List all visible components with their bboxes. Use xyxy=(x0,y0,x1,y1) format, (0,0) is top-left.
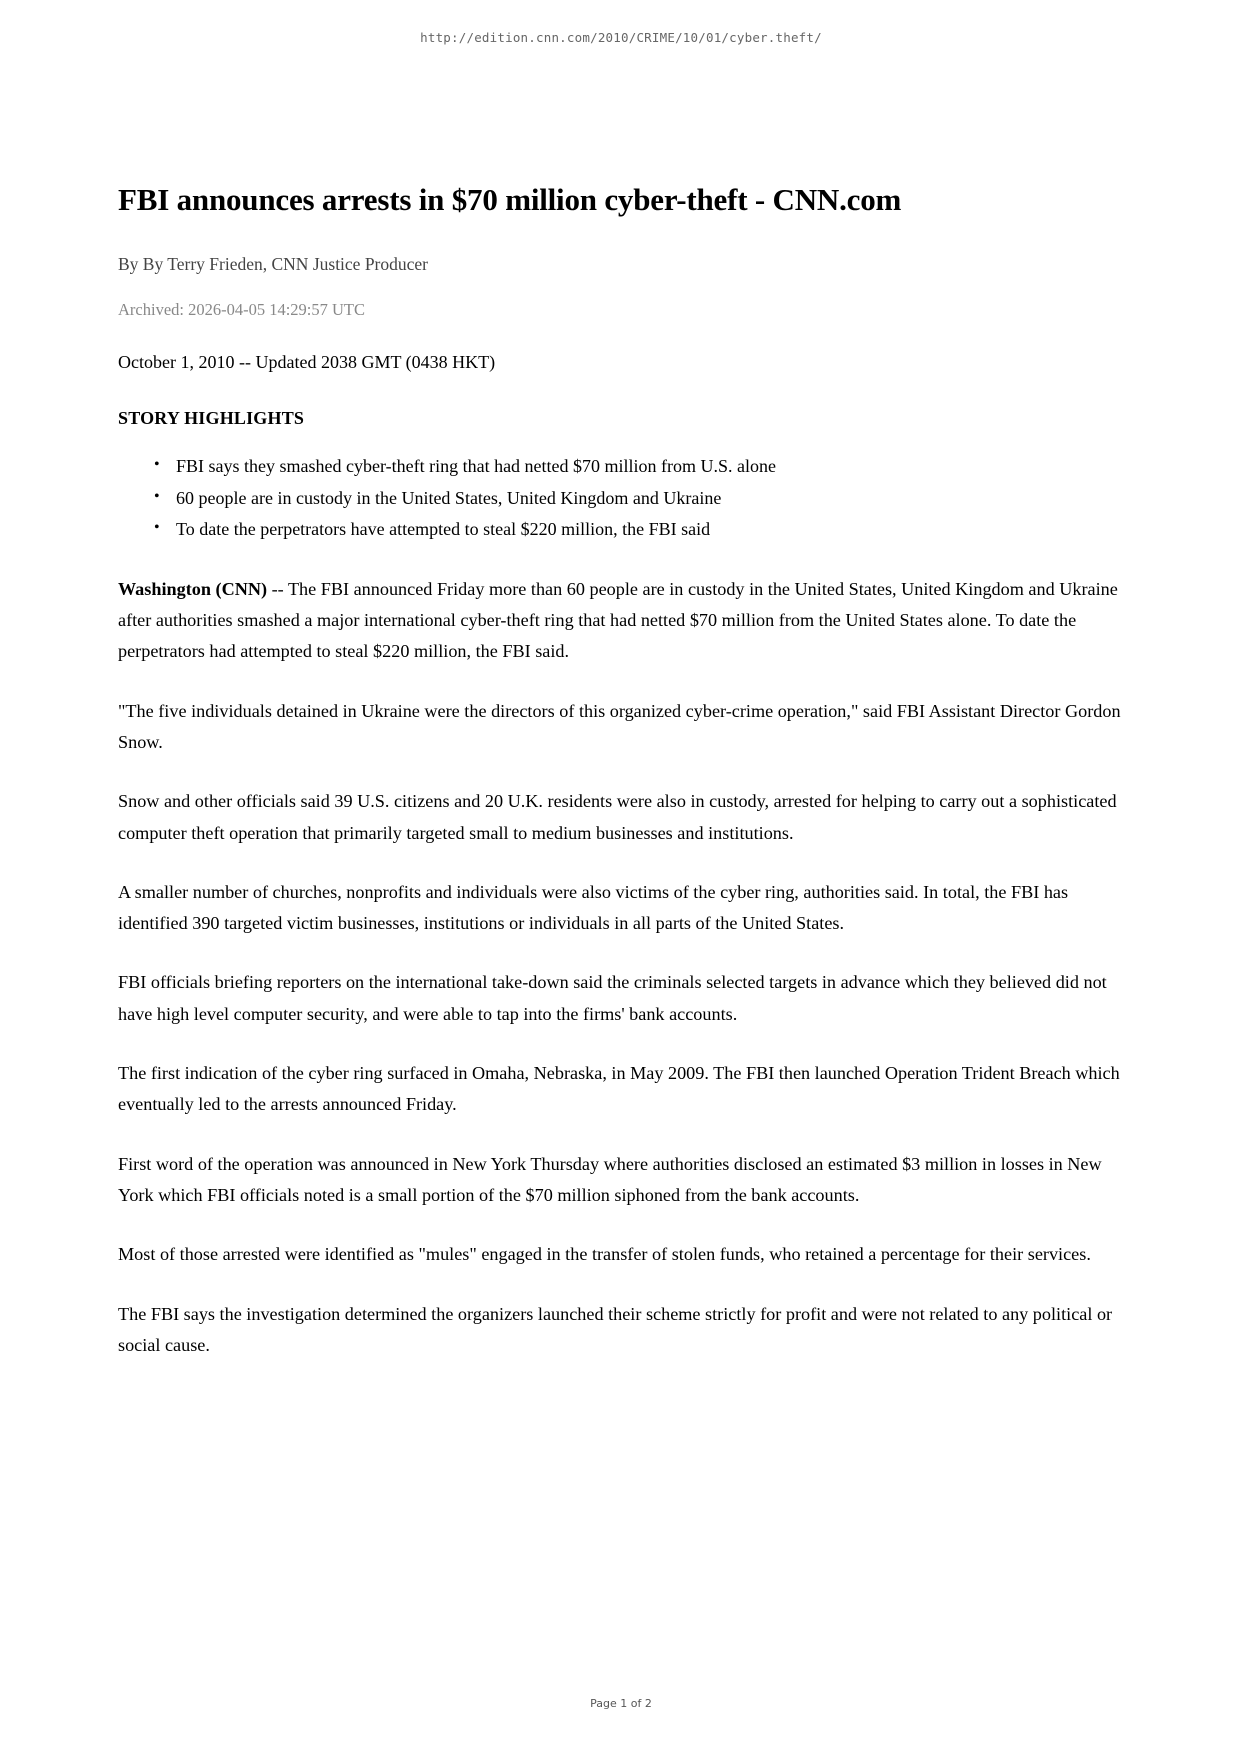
list-item: • 60 people are in custody in the United States, United Kingdom and Ukraine xyxy=(176,483,1124,515)
article-content xyxy=(0,180,1242,1361)
body-paragraph: First word of the operation was announced in New York Thursday where authorities disclosed an estimated $3 million in losses in New York which FBI officials noted is a small portion of the $70 million siphoned from the bank accounts. xyxy=(118,1153,1102,1205)
page-title: FBI announces arrests in $70 million cyber-theft - CNN.com xyxy=(118,182,902,217)
archived-timestamp: Archived: 2026-04-05 14:29:57 UTC xyxy=(118,300,366,320)
body-paragraph: The FBI says the investigation determined the organizers launched their scheme strictly for profit and were not related to any political or social cause. xyxy=(118,1303,1113,1355)
body-paragraph: Snow and other officials said 39 U.S. citizens and 20 U.K. residents were also in custody, arrested for helping to carry out a sophisticated computer theft operation that primarily targeted small to medium businesses and institutions. xyxy=(118,791,1117,843)
lede-label: Washington (CNN) xyxy=(118,578,268,599)
body-paragraph: FBI officials briefing reporters on the international take-down said the criminals selected targets in advance which they believed did not have high level computer security, and were able to tap into the firms' bank accounts. xyxy=(118,972,1107,1024)
lede-text: -- The FBI announced Friday more than 60 people are in custody in the United States, United Kingdom and Ukraine after authorities smashed a major international cyber-theft ring that had netted $70 million from the United States alone. To date the perpetrators had attempted to steal $220 million, the FBI said. xyxy=(118,578,1118,662)
body-paragraph: The first indication of the cyber ring surfaced in Omaha, Nebraska, in May 2009. The FBI then launched Operation Trident Breach which eventually led to the arrests announced Friday. xyxy=(118,1063,1120,1115)
article-dateline: October 1, 2010 -- Updated 2038 GMT (0438 HKT) xyxy=(118,352,496,373)
list-item: • To date the perpetrators have attempted to steal $220 million, the FBI said xyxy=(176,514,1124,546)
list-item: • FBI says they smashed cyber-theft ring that had netted $70 million from U.S. alone xyxy=(176,451,1124,483)
lede-paragraph xyxy=(118,574,1124,668)
story-highlights-heading: STORY HIGHLIGHTS xyxy=(118,408,305,429)
body-paragraph: Most of those arrested were identified as "mules" engaged in the transfer of stolen funds, who retained a percentage for their services. xyxy=(118,1244,1091,1265)
article-byline: By By Terry Frieden, CNN Justice Producer xyxy=(118,254,429,275)
story-highlights-list xyxy=(118,451,1124,546)
body-paragraph: "The five individuals detained in Ukraine were the directors of this organized cyber-crime operation," said FBI Assistant Director Gordon Snow. xyxy=(118,700,1121,752)
body-paragraph: A smaller number of churches, nonprofits and individuals were also victims of the cyber ring, authorities said. In total, the FBI has identified 390 targeted victim businesses, institutions or individuals in all parts of the United States. xyxy=(118,881,1069,934)
source-url: http://edition.cnn.com/2010/CRIME/10/01/cyber.theft/ xyxy=(420,30,822,45)
page-number-footer: Page 1 of 2 xyxy=(590,1697,652,1710)
